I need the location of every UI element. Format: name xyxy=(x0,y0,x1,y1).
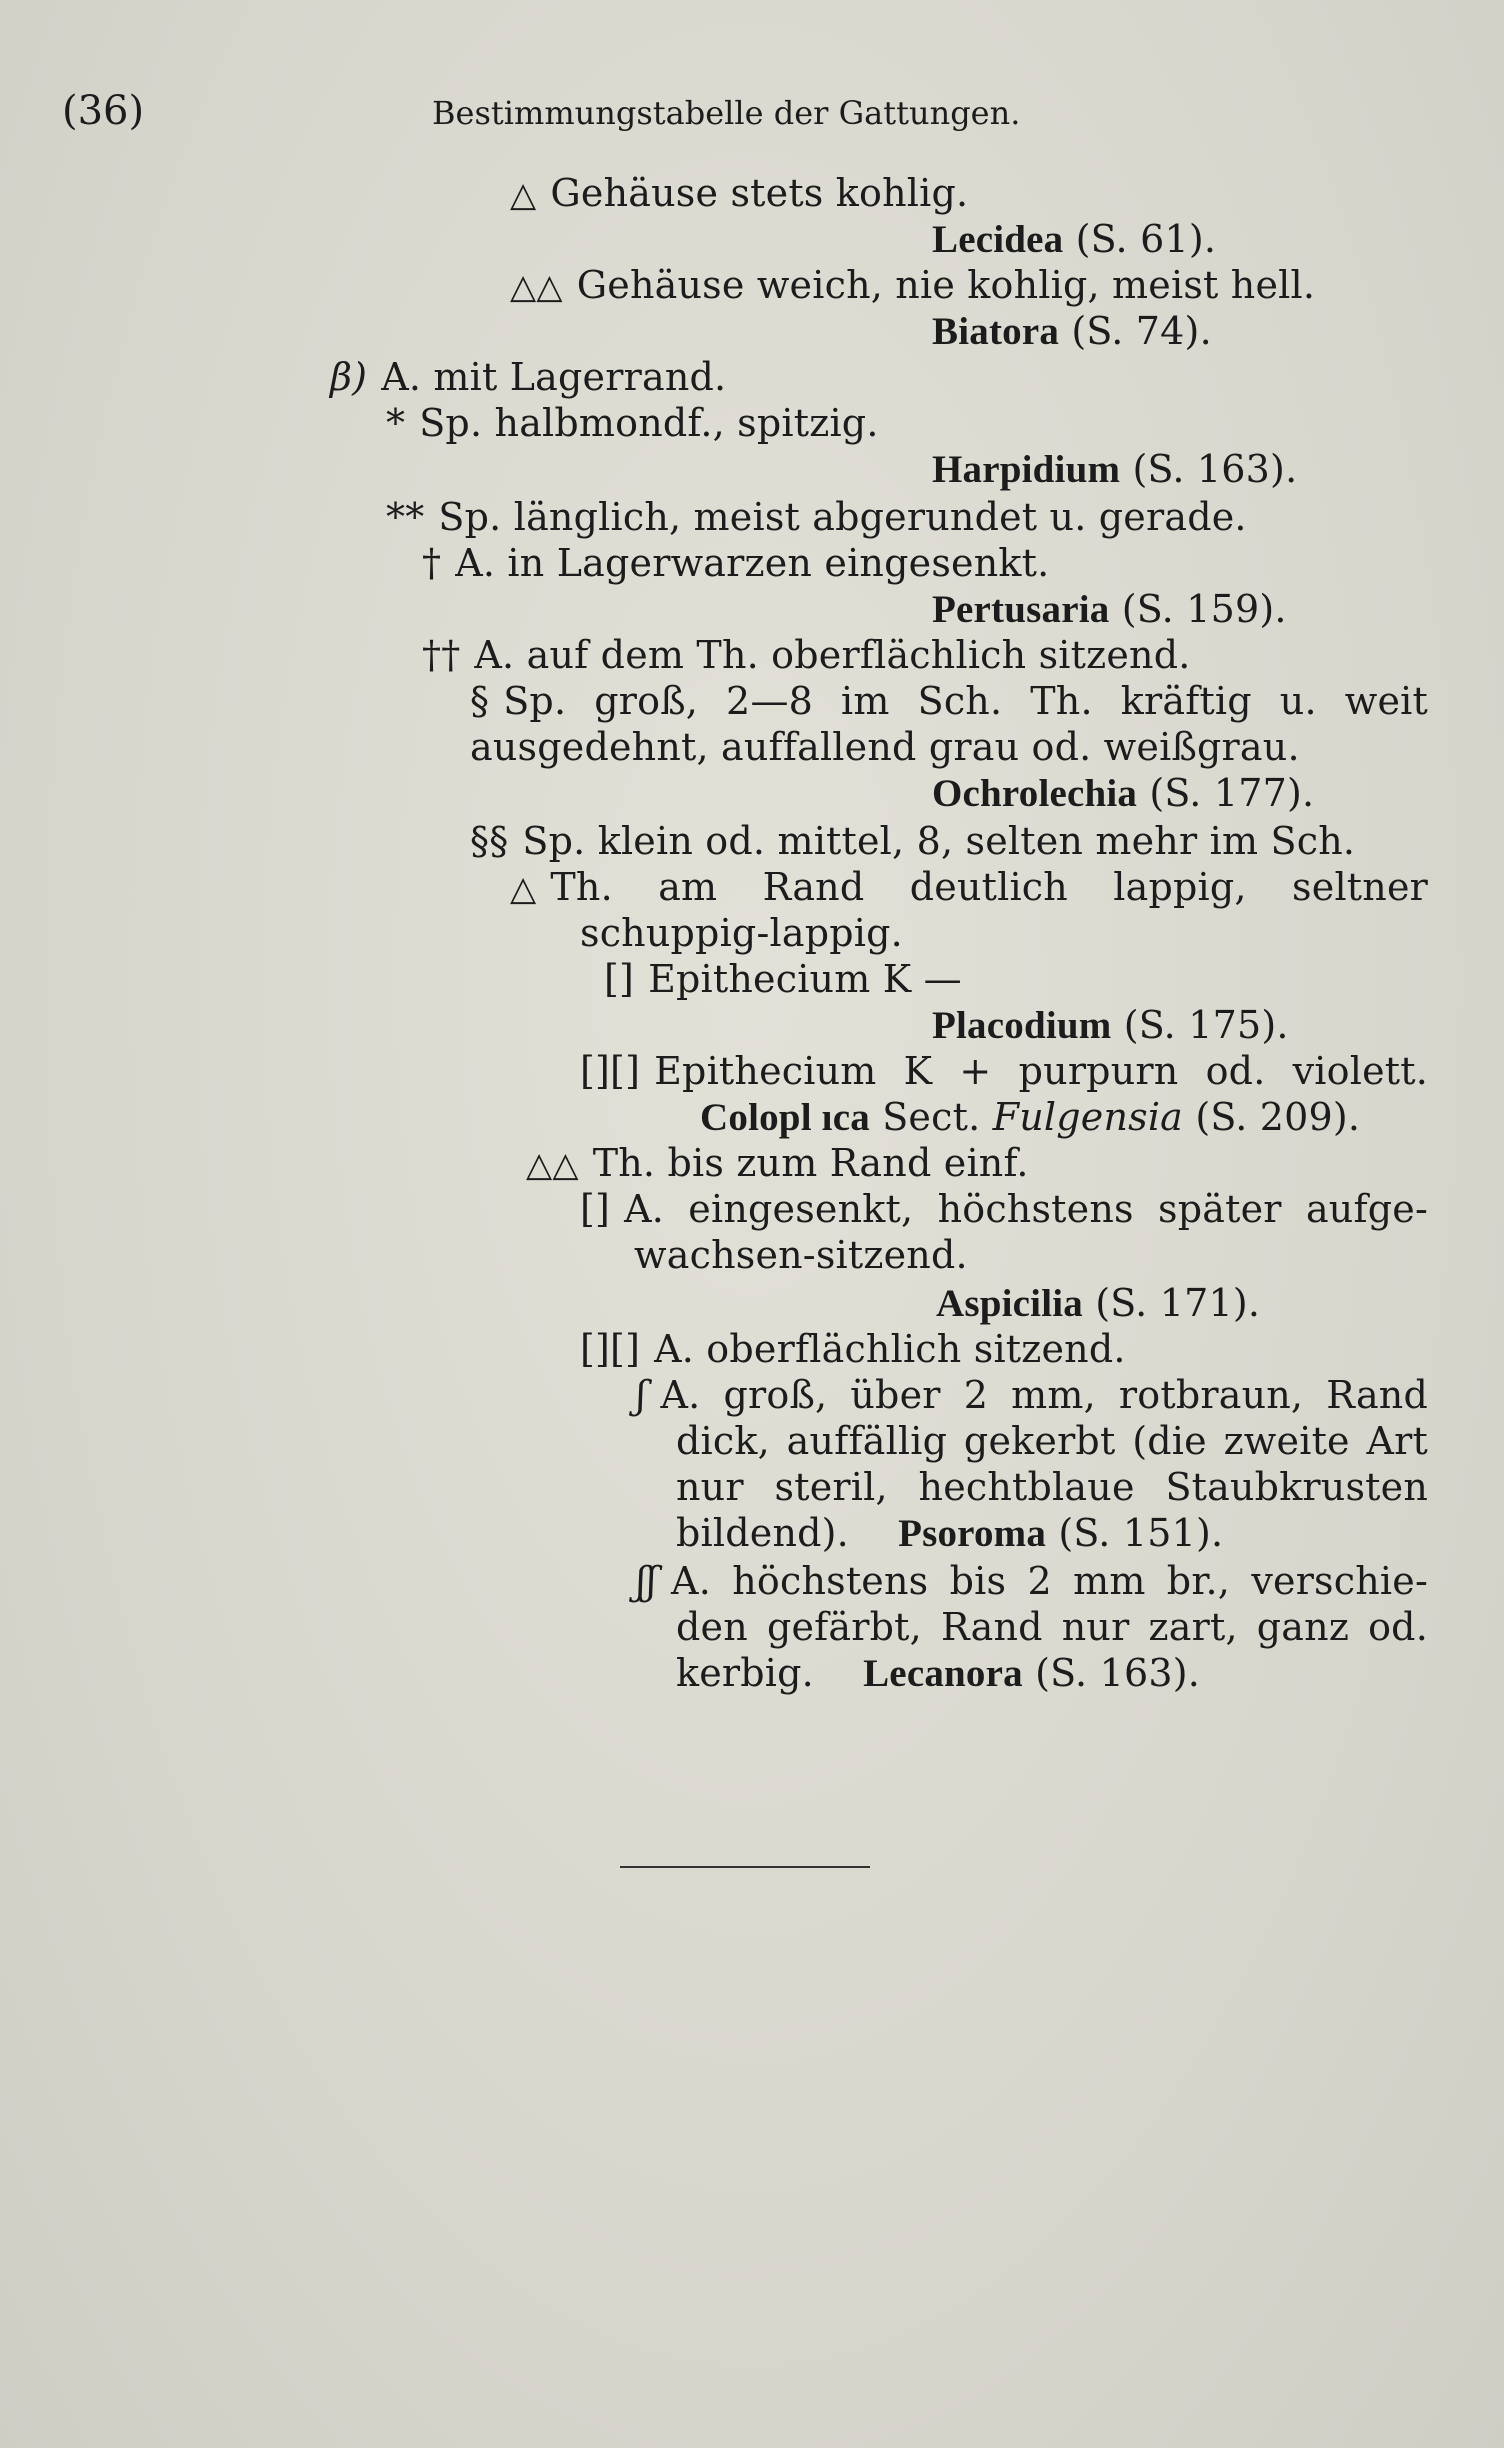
genus-line-lecidea xyxy=(932,216,1216,263)
genus-line-caloplaca xyxy=(700,1094,1360,1141)
key-line-1 xyxy=(510,170,968,218)
key-line-30 xyxy=(676,1510,1223,1557)
beta-marker: β) xyxy=(330,355,368,399)
bracket-marker: [] xyxy=(604,957,635,1001)
page-ref: (S. 163). xyxy=(1035,1651,1201,1695)
key-text: A. mit Lagerrand. xyxy=(381,355,727,399)
key-line-6 xyxy=(386,400,879,446)
genus-name: Biatora xyxy=(932,310,1060,353)
key-text: Epithecium K + purpurn od. violett. xyxy=(654,1049,1428,1093)
genus-line-biatora xyxy=(932,308,1212,355)
key-line-11 xyxy=(422,632,1191,678)
key-text: Sp. halbmondf., spitzig. xyxy=(419,401,879,445)
key-line-12 xyxy=(470,678,1428,724)
key-text: Th. bis zum Rand einf. xyxy=(592,1141,1029,1185)
key-text: schuppig-lappig. xyxy=(580,911,903,955)
section-divider xyxy=(620,1866,870,1868)
page-ref: (S. 209). xyxy=(1195,1095,1361,1139)
page-ref: (S. 177). xyxy=(1149,771,1315,815)
genus-name: Pertusaria xyxy=(932,588,1110,631)
key-line-9 xyxy=(422,540,1049,586)
key-line-13 xyxy=(470,724,1300,770)
genus-name: Placodium xyxy=(932,1004,1112,1047)
page-ref: (S. 175). xyxy=(1123,1003,1289,1047)
page-ref: (S. 163). xyxy=(1132,447,1298,491)
sect-label: Sect. xyxy=(882,1095,981,1139)
key-line-24 xyxy=(634,1232,968,1278)
key-text: bildend). xyxy=(676,1511,849,1555)
page-ref: (S. 151). xyxy=(1058,1511,1224,1555)
dagger-marker: † xyxy=(422,541,442,585)
genus-line-harpidium xyxy=(932,446,1297,493)
double-bracket-marker: [][] xyxy=(580,1049,641,1093)
double-section-marker: §§ xyxy=(470,819,509,863)
page-ref: (S. 74). xyxy=(1071,309,1212,353)
key-text: A. oberflächlich sitzend. xyxy=(654,1327,1126,1371)
genus-name: Colopl ıca xyxy=(700,1096,870,1139)
key-line-32 xyxy=(676,1604,1428,1650)
genus-line-aspicilia xyxy=(936,1280,1260,1327)
key-line-28 xyxy=(676,1418,1428,1464)
key-line-20 xyxy=(580,1048,1428,1094)
key-text: nur steril, hechtblaue Staubkrusten xyxy=(676,1465,1428,1509)
triangle-icon: △ xyxy=(510,175,537,215)
key-line-18 xyxy=(604,956,962,1002)
key-line-8 xyxy=(386,494,1247,540)
double-long-s-marker: ʃʃ xyxy=(636,1559,658,1603)
section-marker: § xyxy=(470,679,490,723)
page-ref: (S. 171). xyxy=(1095,1281,1261,1325)
genus-line-ochrolechia xyxy=(932,770,1314,817)
genus-name: Psoroma xyxy=(898,1512,1047,1555)
genus-name: Ochrolechia xyxy=(932,772,1138,815)
key-text: wachsen-sitzend. xyxy=(634,1233,968,1277)
key-line-5 xyxy=(330,354,726,400)
key-line-26 xyxy=(580,1326,1126,1372)
bracket-marker: [] xyxy=(580,1187,611,1231)
double-dagger-marker: †† xyxy=(422,633,461,677)
key-text: A. höchstens bis 2 mm br., verschie- xyxy=(671,1559,1428,1603)
triangle-icon: △ xyxy=(510,869,537,909)
genus-name: Aspicilia xyxy=(936,1282,1083,1325)
key-text: Sp. länglich, meist abgerundet u. gerade. xyxy=(438,495,1247,539)
page-number: (36) xyxy=(62,88,145,134)
long-s-marker: ʃ xyxy=(636,1373,647,1417)
key-line-23 xyxy=(580,1186,1428,1232)
key-text: A. groß, über 2 mm, rotbraun, Rand xyxy=(660,1373,1428,1417)
key-line-31 xyxy=(636,1558,1428,1604)
key-text: ausgedehnt, auffallend grau od. weißgrau. xyxy=(470,725,1300,769)
genus-line-pertusaria xyxy=(932,586,1287,633)
page-ref: (S. 61). xyxy=(1075,217,1217,261)
key-line-22 xyxy=(526,1140,1029,1188)
key-text: Gehäuse stets kohlig. xyxy=(550,171,969,215)
genus-name: Lecidea xyxy=(932,218,1064,261)
key-line-17 xyxy=(580,910,903,956)
genus-name: Lecanora xyxy=(863,1652,1023,1695)
key-text: Sp. klein od. mittel, 8, selten mehr im Sch. xyxy=(522,819,1356,863)
double-triangle-icon: △△ xyxy=(510,267,563,307)
genus-line-placodium xyxy=(932,1002,1289,1049)
key-line-29 xyxy=(676,1464,1428,1510)
page-ref: (S. 159). xyxy=(1121,587,1287,631)
asterisk-marker: * xyxy=(386,401,406,445)
key-line-16 xyxy=(510,864,1428,912)
key-text: kerbig. xyxy=(676,1651,814,1695)
running-title: Bestimmungstabelle der Gattungen. xyxy=(432,94,1021,132)
key-text: A. auf dem Th. oberflächlich sitzend. xyxy=(474,633,1191,677)
double-triangle-icon: △△ xyxy=(526,1145,579,1185)
key-text: Th. am Rand deutlich lappig, seltner xyxy=(550,865,1428,909)
genus-name: Harpidium xyxy=(932,448,1121,491)
key-line-15 xyxy=(470,818,1355,864)
double-bracket-marker: [][] xyxy=(580,1327,641,1371)
key-text: den gefärbt, Rand nur zart, ganz od. xyxy=(676,1605,1428,1649)
key-text: A. in Lagerwarzen eingesenkt. xyxy=(455,541,1050,585)
key-line-27 xyxy=(636,1372,1428,1418)
sect-name: Fulgensia xyxy=(992,1095,1184,1139)
key-line-3 xyxy=(510,262,1315,310)
key-text: A. eingesenkt, höchstens später aufge- xyxy=(624,1187,1428,1231)
key-line-33 xyxy=(676,1650,1200,1697)
key-text: Epithecium K — xyxy=(648,957,962,1001)
key-text: dick, auffällig gekerbt (die zweite Art xyxy=(676,1419,1428,1463)
double-asterisk-marker: ** xyxy=(386,495,425,539)
key-text: Gehäuse weich, nie kohlig, meist hell. xyxy=(576,263,1316,307)
key-text: Sp. groß, 2—8 im Sch. Th. kräftig u. weit xyxy=(503,679,1428,723)
